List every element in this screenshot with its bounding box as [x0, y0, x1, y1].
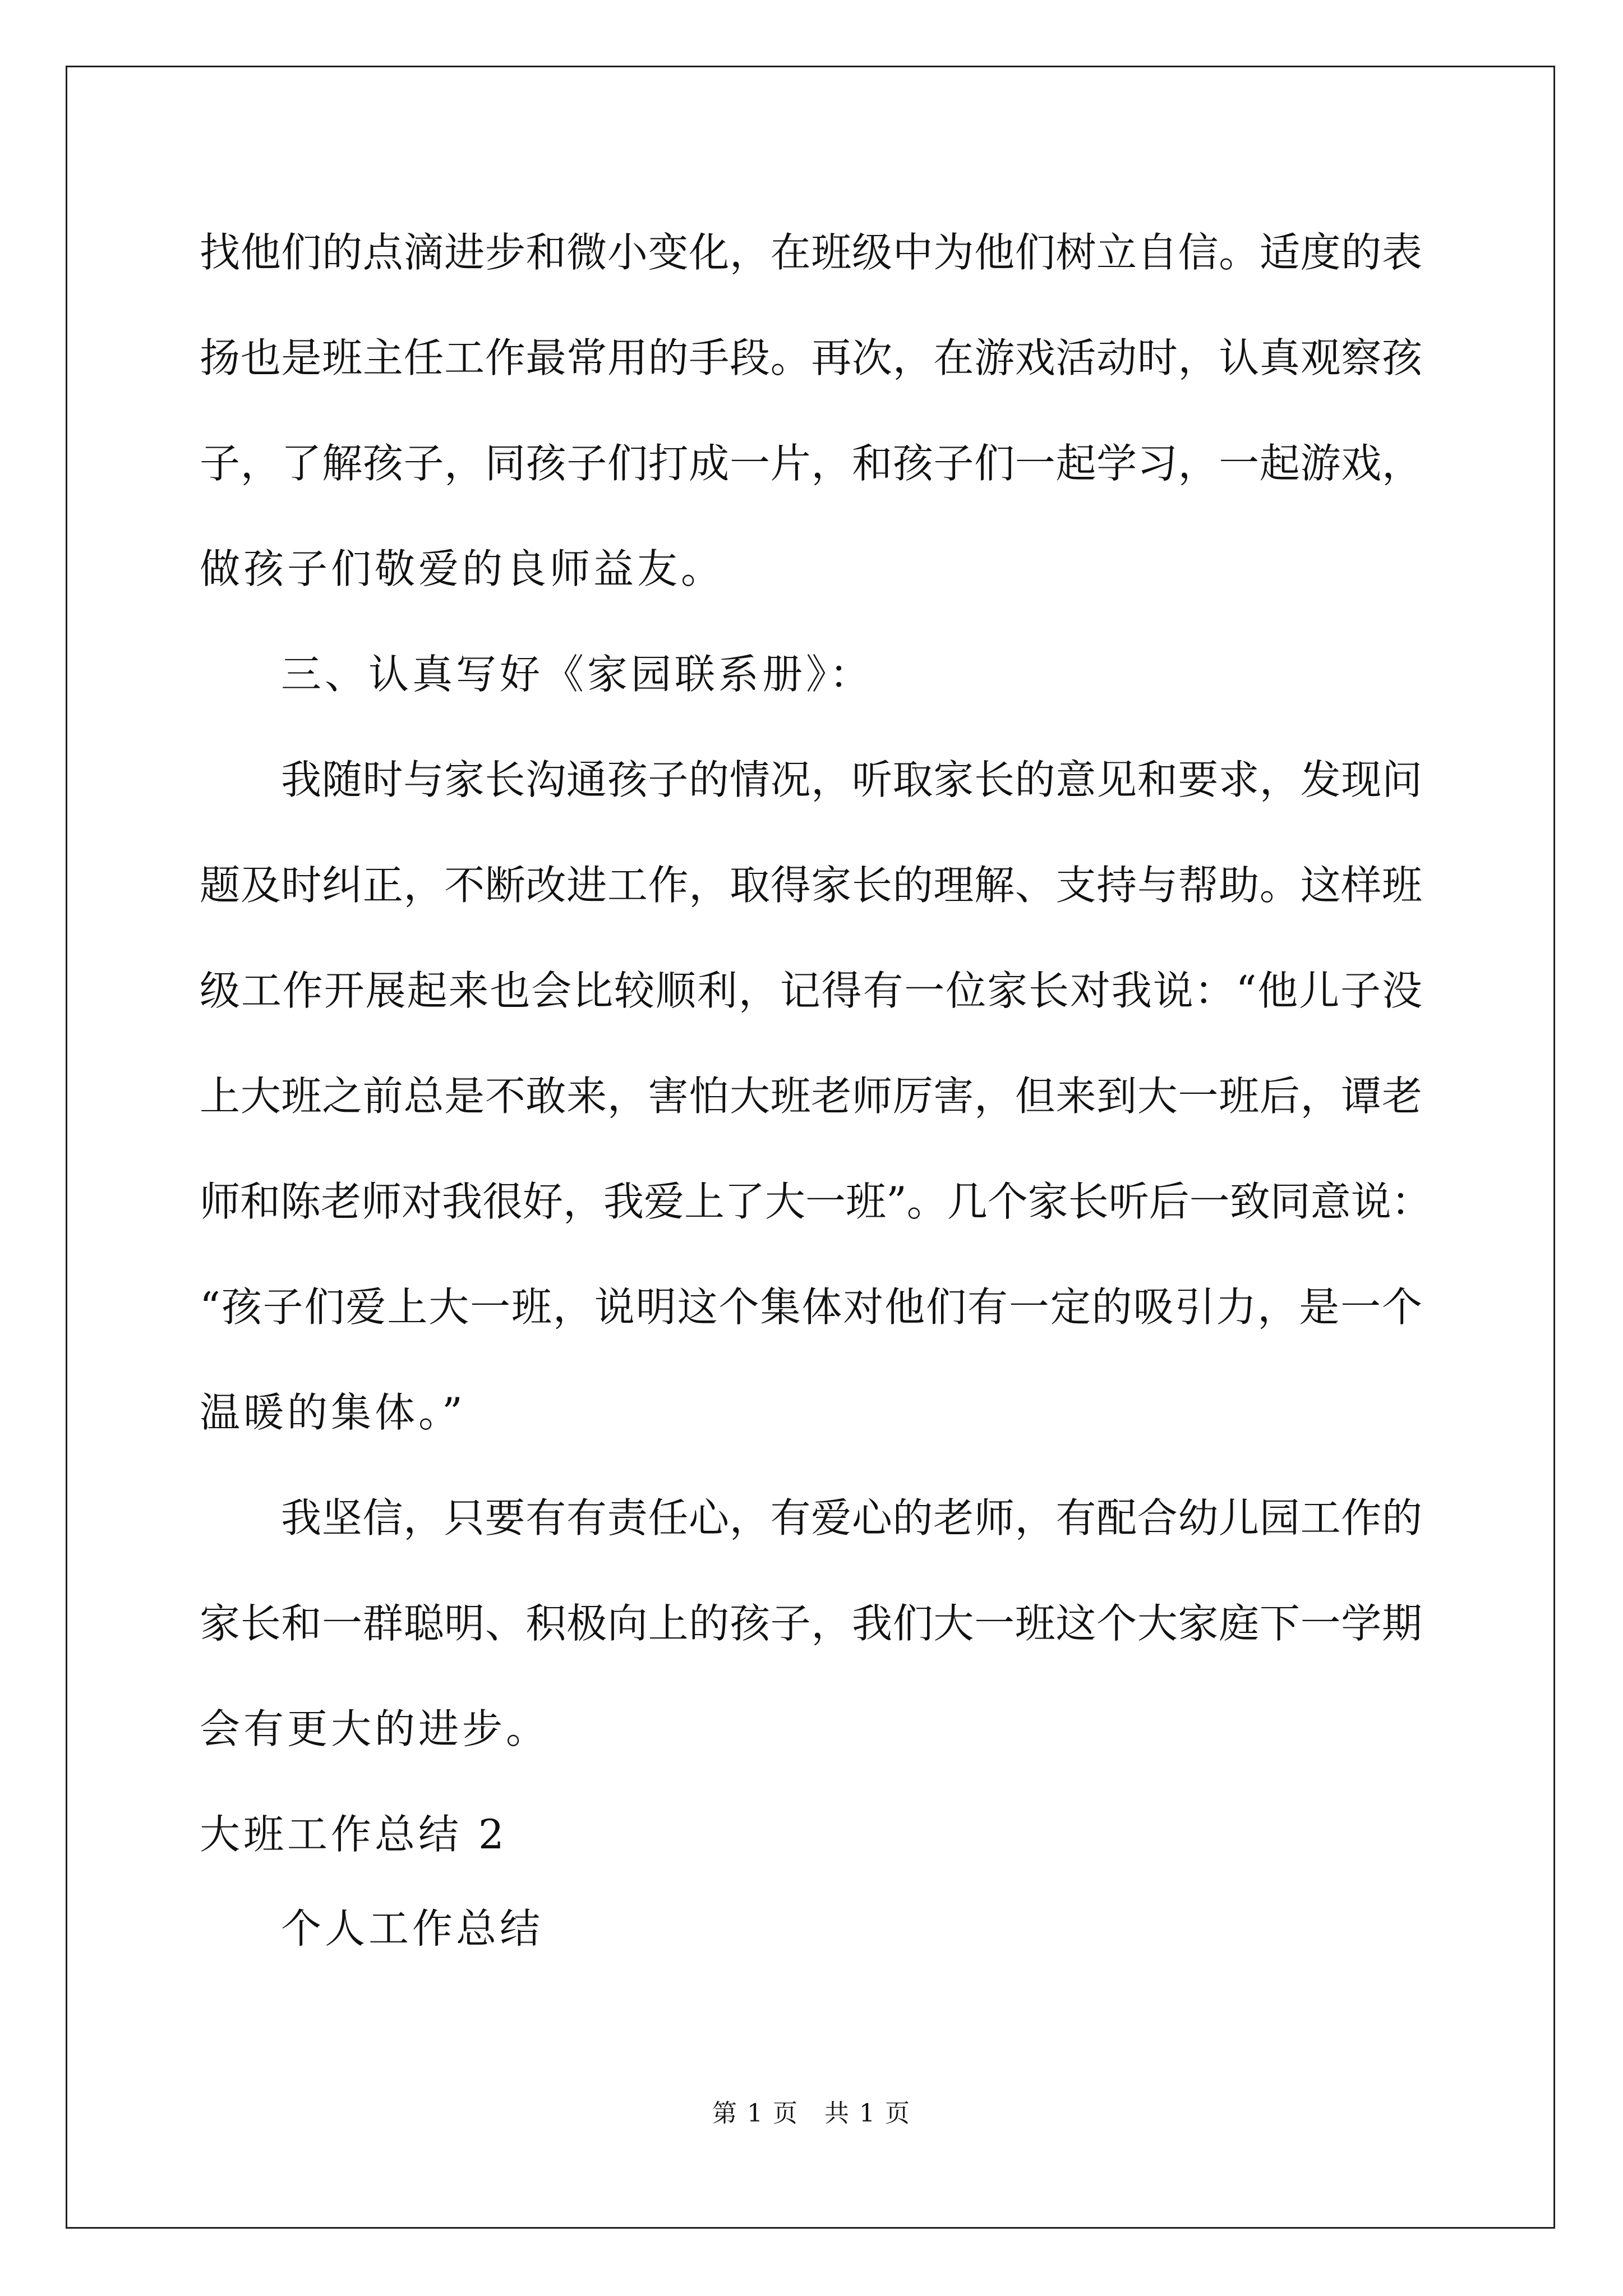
- document-title: 大班工作总结 2: [200, 1811, 508, 1858]
- paragraph-line: 找他们的点滴进步和微小变化，在班级中为他们树立自信。适度的表: [200, 229, 1422, 276]
- paragraph-line: 级工作开展起来也会比较顺利，记得有一位家长对我说：“他儿子没: [200, 967, 1422, 1014]
- paragraph-line: 子，了解孩子，同孩子们打成一片，和孩子们一起学习，一起游戏，: [200, 440, 1422, 487]
- paragraph-line: 温暖的集体。”: [200, 1389, 466, 1436]
- document-subtitle: 个人工作总结: [281, 1905, 544, 1952]
- paragraph-line: 题及时纠正，不断改进工作，取得家长的理解、支持与帮助。这样班: [200, 862, 1422, 909]
- paragraph-line: 家长和一群聪明、积极向上的孩子，我们大一班这个大家庭下一学期: [200, 1600, 1422, 1647]
- paragraph-line: 我随时与家长沟通孩子的情况，听取家长的意见和要求，发现问: [281, 756, 1422, 803]
- paragraph-line: 扬也是班主任工作最常用的手段。再次，在游戏活动时，认真观察孩: [200, 334, 1422, 381]
- paragraph-line: 会有更大的进步。: [200, 1705, 550, 1752]
- paragraph-line: 上大班之前总是不敢来，害怕大班老师厉害，但来到大一班后，谭老: [200, 1073, 1422, 1120]
- paragraph-line: 我坚信，只要有有责任心，有爱心的老师，有配合幼儿园工作的: [281, 1494, 1422, 1542]
- page-footer: 第 1 页 共 1 页: [712, 2099, 911, 2128]
- document-body: [200, 213, 1432, 1995]
- paragraph-line: “孩子们爱上大一班，说明这个集体对他们有一定的吸引力，是一个: [200, 1283, 1422, 1331]
- paragraph-line: 做孩子们敬爱的良师益友。: [200, 545, 725, 592]
- paragraph-line: 师和陈老师对我很好，我爱上了大一班”。几个家长听后一致同意说：: [200, 1178, 1432, 1225]
- section-heading: 三、认真写好《家园联系册》：: [281, 651, 874, 698]
